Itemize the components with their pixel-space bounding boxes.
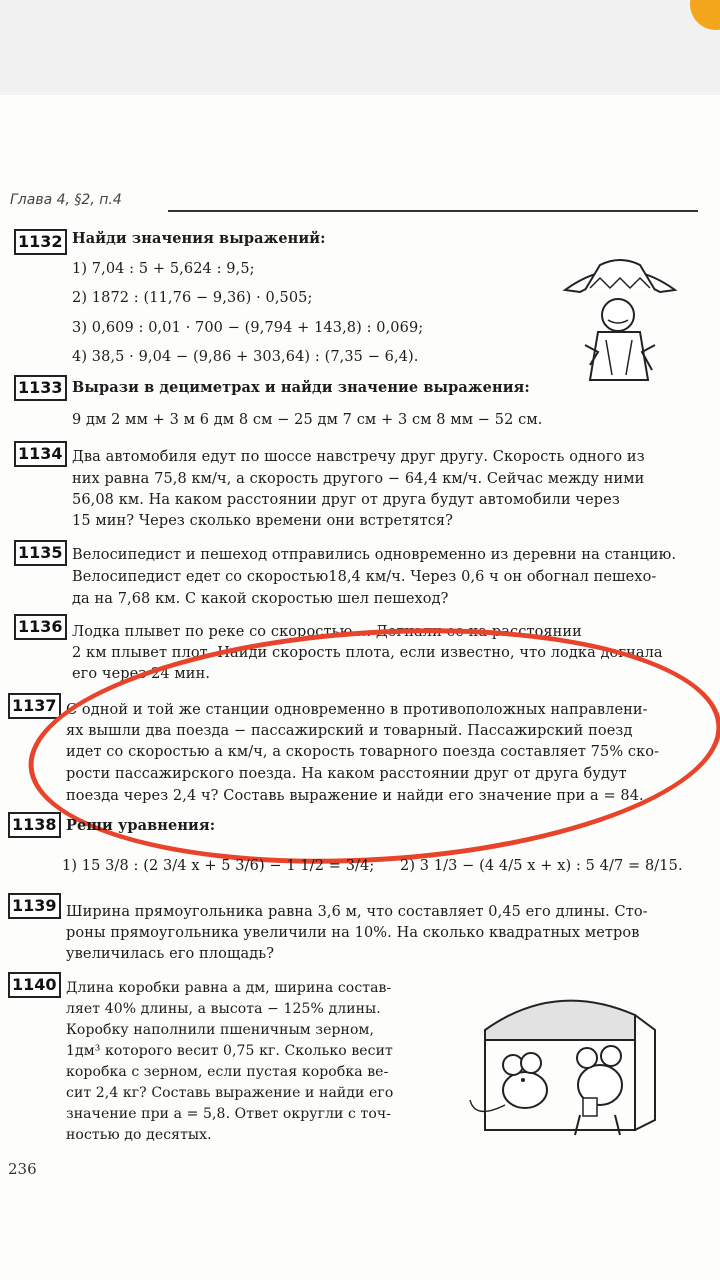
exercise-number-1140: 1140 — [8, 972, 61, 998]
header-rule — [168, 210, 698, 212]
exercise-1137-line-2: ях вышли два поезда − пассажирский и товарный. Пассажирский поезд — [66, 723, 633, 739]
top-bar — [0, 0, 720, 92]
exercise-1134-line-1: Два автомобиля едут по шоссе навстречу друг другу. Скорость одного из — [72, 449, 645, 465]
chapter-header: Глава 4, §2, п.4 — [10, 192, 122, 208]
exercise-1134-line-4: 15 мин? Через сколько времени они встретятся? — [72, 513, 454, 529]
exercise-1138-title: Реши уравнения: — [66, 817, 216, 834]
page-number: 236 — [8, 1160, 37, 1178]
exercise-1136-line-2: 2 км плывет плот. Найди скорость плота, если известно, что лодка догнала — [72, 645, 663, 661]
exercise-1132-item-1: 1) 7,04 : 5 + 5,624 : 9,5; — [72, 261, 255, 277]
exercise-1140-line-4: 1дм³ которого весит 0,75 кг. Сколько весит — [66, 1043, 393, 1059]
exercise-1137-line-3: идет со скоростью a км/ч, а скорость товарного поезда составляет 75% ско- — [66, 744, 660, 760]
exercise-1140-line-6: сит 2,4 кг? Составь выражение и найди его — [66, 1085, 394, 1101]
exercise-1132-item-2: 2) 1872 : (11,76 − 9,36) · 0,505; — [72, 290, 313, 306]
exercise-1133-title: Вырази в дециметрах и найди значение выражения: — [72, 379, 530, 396]
sombrero-man-illustration — [560, 240, 680, 390]
exercise-number-1134: 1134 — [14, 441, 67, 467]
exercise-1133-expression: 9 дм 2 мм + 3 м 6 дм 8 см − 25 дм 7 см + 3 см 8 мм − 52 см. — [72, 412, 543, 428]
exercise-1140-line-8: ностью до десятых. — [66, 1127, 212, 1143]
exercise-1140-line-1: Длина коробки равна a дм, ширина состав- — [66, 980, 392, 996]
exercise-number-1132: 1132 — [14, 229, 67, 255]
exercise-1140-line-5: коробка с зерном, если пустая коробка ве- — [66, 1064, 389, 1080]
exercise-1138-equation-1: 1) 15 3/8 : (2 3/4 x + 5 3/6) − 1 1/2 = 3/4; — [62, 858, 375, 874]
exercise-number-1133: 1133 — [14, 375, 67, 401]
exercise-1132-item-4: 4) 38,5 · 9,04 − (9,86 + 303,64) : (7,35 − 6,4). — [72, 349, 419, 365]
exercise-1137-line-5: поезда через 2,4 ч? Составь выражение и найди его значение при a = 84. — [66, 788, 644, 804]
exercise-1139-line-2: роны прямоугольника увеличили на 10%. На сколько квадратных метров — [66, 925, 640, 941]
exercise-1134-line-3: 56,08 км. На каком расстоянии друг от друга будут автомобили через — [72, 492, 620, 508]
exercise-number-1139: 1139 — [8, 893, 61, 919]
exercise-number-1135: 1135 — [14, 540, 67, 566]
exercise-1140-line-3: Коробку наполнили пшеничным зерном, — [66, 1022, 375, 1038]
exercise-1136-line-3: его через 24 мин. — [72, 666, 211, 682]
exercise-1139-line-3: увеличилась его площадь? — [66, 946, 275, 962]
exercise-1138-equation-2: 2) 3 1/3 − (4 4/5 x + x) : 5 4/7 = 8/15. — [400, 858, 683, 874]
exercise-number-1137: 1137 — [8, 693, 61, 719]
exercise-1132-item-3: 3) 0,609 : 0,01 · 700 − (9,794 + 143,8) : 0,069; — [72, 320, 424, 336]
exercise-1139-line-1: Ширина прямоугольника равна 3,6 м, что составляет 0,45 его длины. Сто- — [66, 904, 648, 920]
exercise-1135-line-3: да на 7,68 км. С какой скоростью шел пешеход? — [72, 591, 449, 607]
exercise-1140-line-7: значение при a = 5,8. Ответ округли с точ- — [66, 1106, 392, 1122]
exercise-1135-line-1: Велосипедист и пешеход отправились одновременно из деревни на станцию. — [72, 547, 677, 563]
exercise-number-1136: 1136 — [14, 614, 67, 640]
exercise-number-1138: 1138 — [8, 812, 61, 838]
exercise-1134-line-2: них равна 75,8 км/ч, а скорость другого − 64,4 км/ч. Сейчас между ними — [72, 471, 645, 487]
exercise-1132-title: Найди значения выражений: — [72, 230, 326, 247]
exercise-1137-line-1: С одной и той же станции одновременно в противоположных направлени- — [66, 702, 648, 718]
exercise-1140-line-2: ляет 40% длины, а высота − 125% длины. — [66, 1001, 381, 1017]
mice-grain-box-illustration — [465, 980, 665, 1140]
exercise-1135-line-2: Велосипедист едет со скоростью18,4 км/ч. Через 0,6 ч он обогнал пешехо- — [72, 569, 657, 585]
exercise-1136-line-1: Лодка плывет по реке со скоростью ... Догнали ее на расстоянии — [72, 624, 582, 640]
exercise-1137-line-4: рости пассажирского поезда. На каком расстоянии друг от друга будут — [66, 766, 627, 782]
